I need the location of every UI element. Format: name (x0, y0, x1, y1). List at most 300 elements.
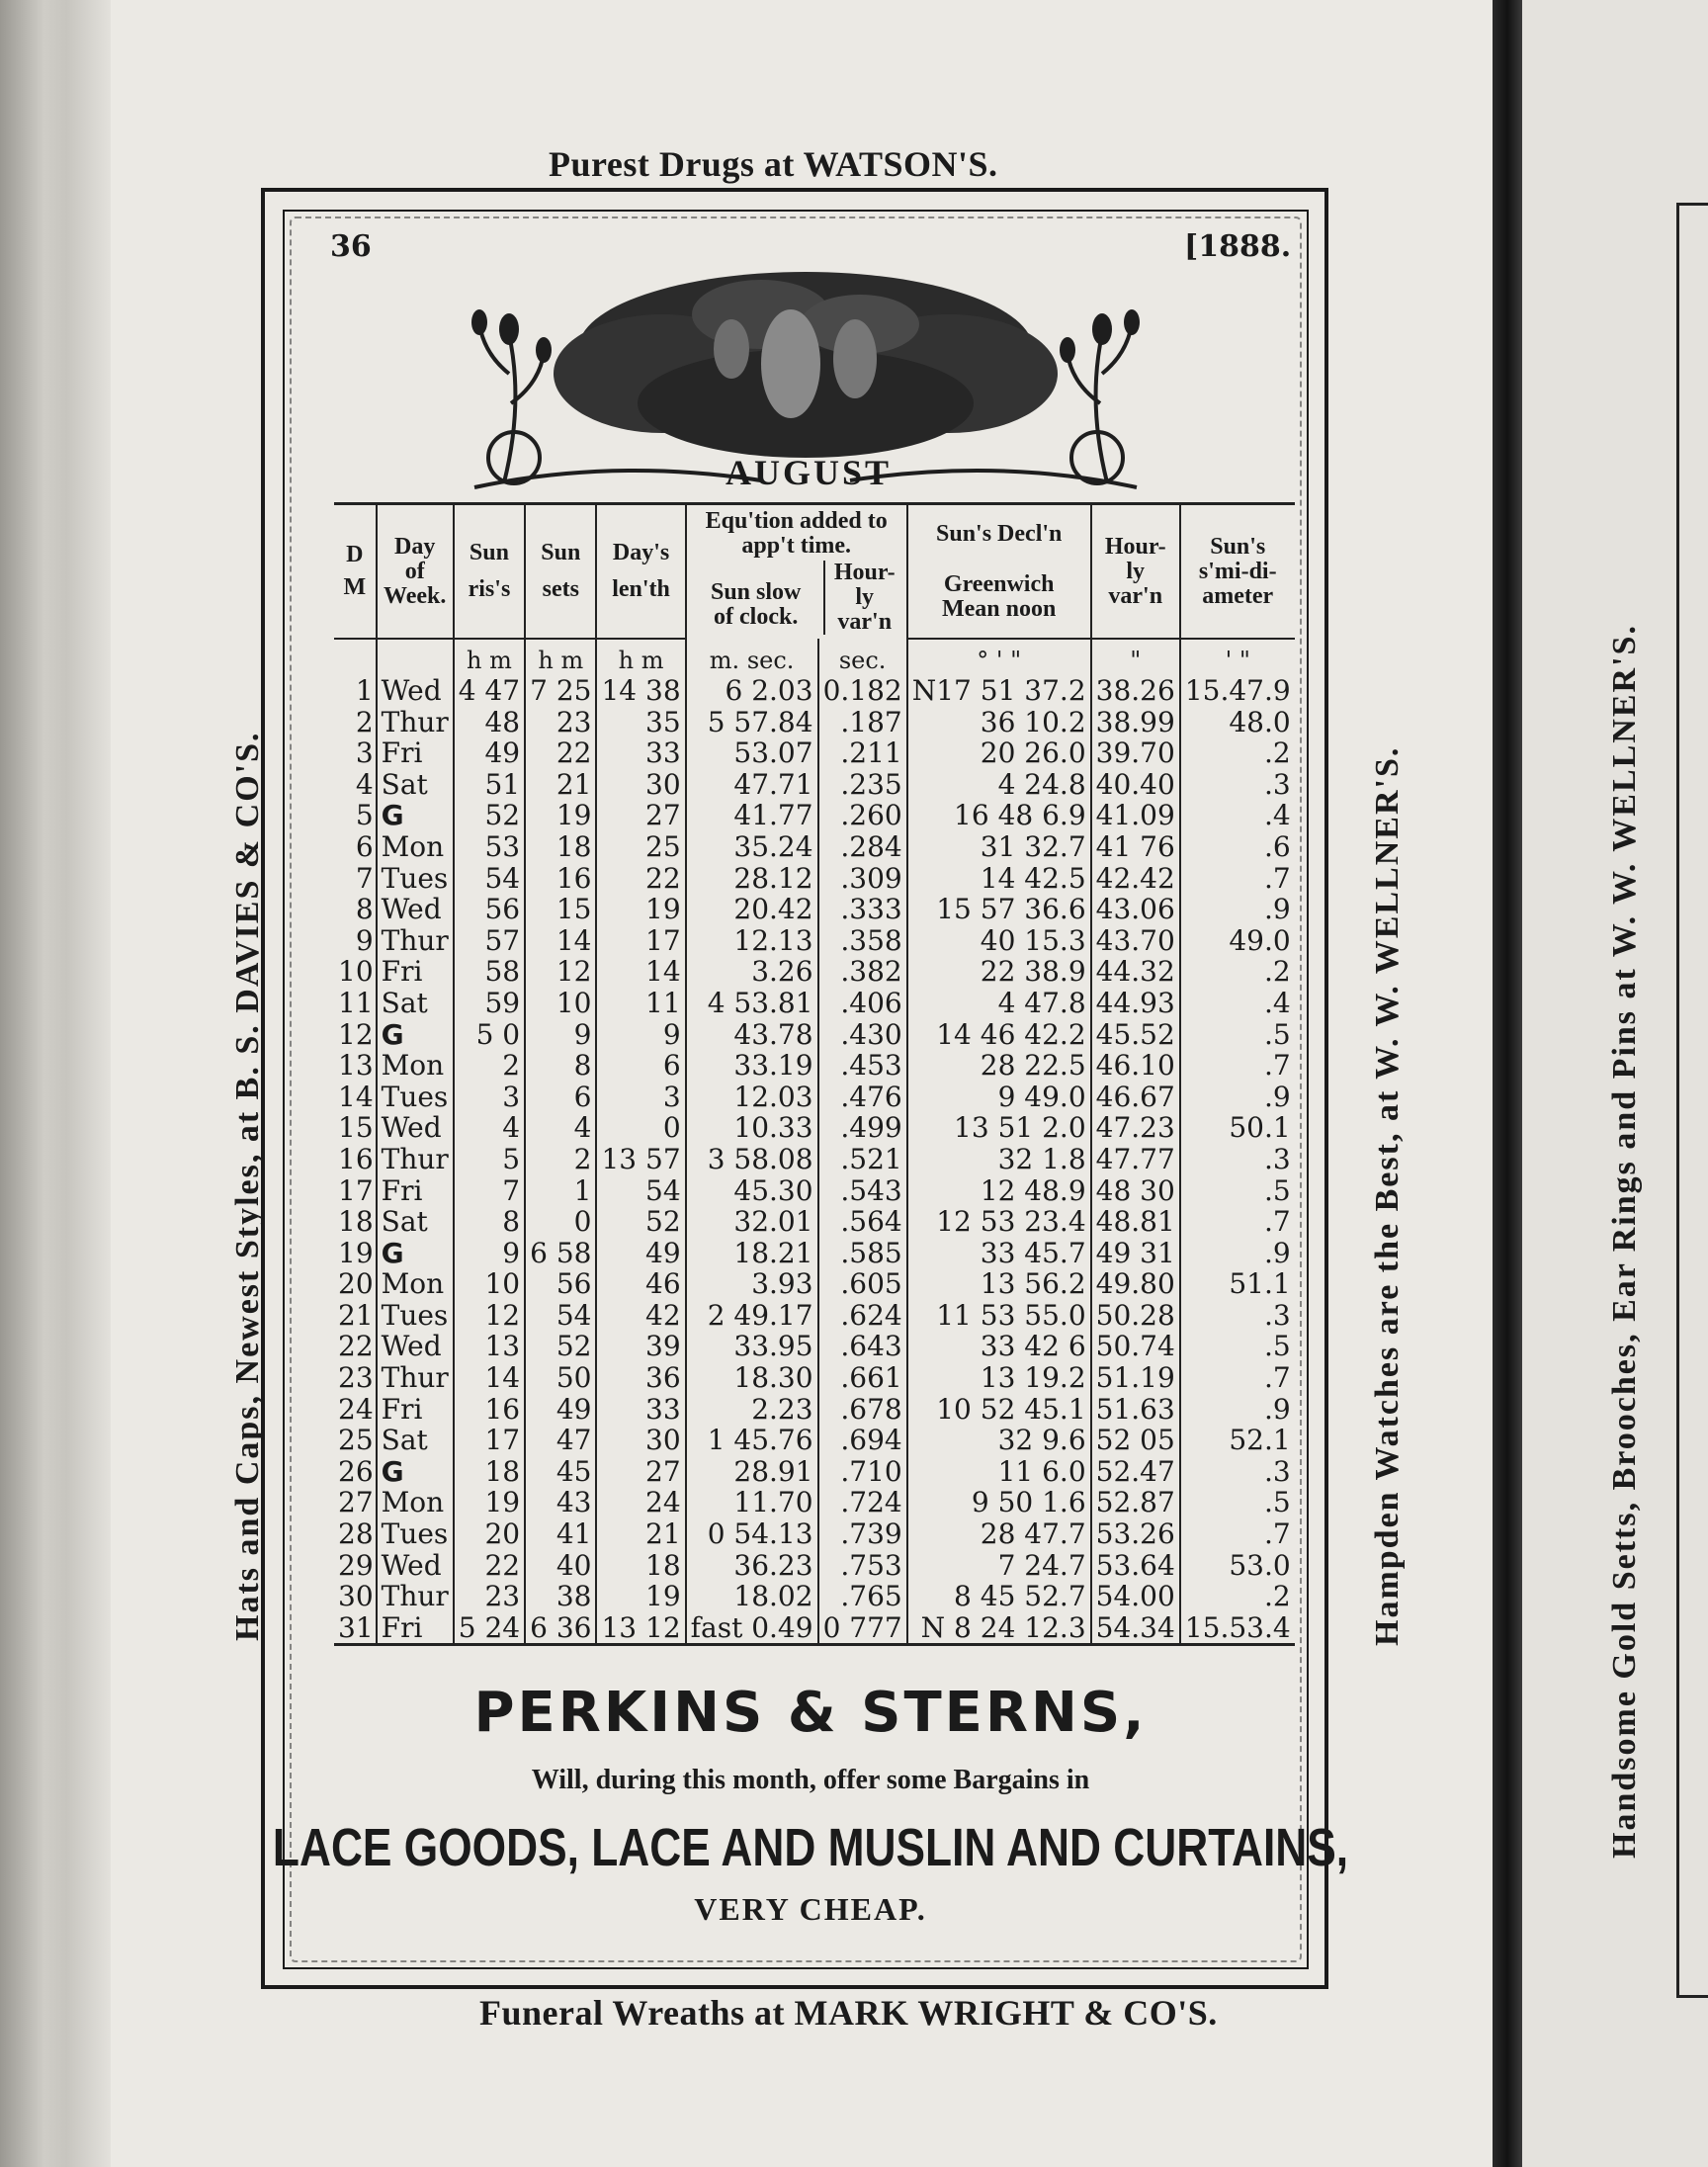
table-cell: .9 (1263, 893, 1291, 926)
table-cell: 0 777 (818, 1612, 907, 1645)
table-cell: 14 42.5 (907, 863, 1091, 895)
table-row (334, 1581, 1295, 1612)
table-cell: 19 (334, 1238, 377, 1269)
table-cell: 50.1 (1229, 1111, 1291, 1145)
table-cell: 8 (454, 1206, 525, 1238)
table-cell: 21 (525, 769, 596, 801)
table-row (334, 1456, 1295, 1488)
table-row (334, 1144, 1295, 1175)
table-cell: 18.02 (686, 1581, 818, 1612)
table-cell: 9 50 1.6 (907, 1487, 1091, 1518)
table-cell: 50.28 (1091, 1300, 1180, 1332)
table-cell: Tues (377, 1300, 454, 1332)
table-cell: 22 (334, 1331, 377, 1362)
table-cell: 52 (454, 800, 525, 831)
table-row (334, 1394, 1295, 1426)
table-cell: 19 (596, 894, 685, 925)
table-cell: 9 (454, 1238, 525, 1269)
table-cell: 33 45.7 (907, 1238, 1091, 1269)
table-cell: 3.26 (686, 956, 818, 988)
table-cell: 1 (334, 675, 377, 707)
next-page-frame (1676, 203, 1708, 1998)
table-cell: 10 (334, 956, 377, 988)
table-cell: 28 22.5 (907, 1050, 1091, 1082)
table-cell: 6 36 (525, 1612, 596, 1645)
table-cell: G (377, 1456, 454, 1488)
table-row (334, 1331, 1295, 1362)
table-cell: Wed (377, 1112, 454, 1144)
table-cell: .753 (818, 1550, 907, 1582)
table-cell: .3 (1263, 767, 1291, 801)
table-cell: .7 (1263, 1361, 1291, 1395)
table-cell: 12.13 (686, 925, 818, 957)
table-header-row (334, 504, 1295, 640)
table-cell: 3 (454, 1082, 525, 1113)
table-cell: 24 (596, 1487, 685, 1518)
table-cell: .624 (818, 1300, 907, 1332)
table-cell: 20.42 (686, 894, 818, 925)
table-cell: 33.95 (686, 1331, 818, 1362)
table-cell: 12.03 (686, 1082, 818, 1113)
bottom-advert-line: Funeral Wreaths at MARK WRIGHT & CO'S. (479, 1993, 1218, 2033)
table-cell: 45.30 (686, 1175, 818, 1207)
table-cell: 19 (596, 1581, 685, 1612)
table-cell: 23 (334, 1362, 377, 1394)
table-cell: .543 (818, 1175, 907, 1207)
table-cell: .6 (1263, 829, 1291, 863)
advert-tagline: Will, during this month, offer some Bargains in (531, 1765, 1090, 1795)
table-cell: 2 (334, 707, 377, 738)
table-cell: 19 (525, 800, 596, 831)
table-cell: 4 53.81 (686, 988, 818, 1019)
table-cell: .4 (1263, 799, 1291, 832)
table-cell: 23 (454, 1581, 525, 1612)
table-cell: 10 (525, 988, 596, 1019)
table-cell: 12 48.9 (907, 1175, 1091, 1207)
table-cell: 33 42 6 (907, 1331, 1091, 1362)
table-cell: .9 (1263, 1080, 1291, 1113)
table-cell: .521 (818, 1144, 907, 1175)
table-cell: 11 6.0 (907, 1456, 1091, 1488)
table-cell: G (377, 800, 454, 831)
table-cell: 13 (454, 1331, 525, 1362)
table-cell: 22 (525, 737, 596, 769)
table-cell: 15 (334, 1112, 377, 1144)
table-cell: 52 (596, 1206, 685, 1238)
table-cell: 28 (334, 1518, 377, 1550)
month-vignette (465, 255, 1147, 497)
table-cell: 38 (525, 1581, 596, 1612)
table-cell: .9 (1263, 1392, 1291, 1426)
table-cell: Wed (377, 894, 454, 925)
table-cell: .7 (1263, 861, 1291, 895)
table-cell: 28.91 (686, 1456, 818, 1488)
table-cell: 54 (596, 1175, 685, 1207)
table-cell: 4 (334, 769, 377, 801)
table-cell: .187 (818, 707, 907, 738)
table-cell: 3 (596, 1082, 685, 1113)
table-cell: 6 (525, 1082, 596, 1113)
table-cell: 0 54.13 (686, 1518, 818, 1550)
table-cell: 54.00 (1091, 1581, 1180, 1612)
unit-cell: sec. (818, 639, 907, 675)
table-row (334, 1268, 1295, 1300)
table-cell: 11 (334, 988, 377, 1019)
advert-goods: LACE GOODS, LACE AND MUSLIN AND CURTAINS, (272, 1818, 1349, 1877)
table-cell: 38.99 (1091, 707, 1180, 738)
table-cell: Sat (377, 988, 454, 1019)
table-cell: 13 51 2.0 (907, 1112, 1091, 1144)
table-cell: .5 (1263, 1173, 1291, 1207)
table-cell: .309 (818, 863, 907, 895)
table-cell: 22 (454, 1550, 525, 1582)
table-row (334, 831, 1295, 863)
table-cell: 18 (454, 1456, 525, 1488)
table-cell: 16 (525, 863, 596, 895)
scan-binding-edge (0, 0, 111, 2167)
table-cell: 38.26 (1091, 675, 1180, 707)
table-cell: 11 (596, 988, 685, 1019)
table-cell: 27 (334, 1487, 377, 1518)
table-cell: 21 (334, 1300, 377, 1332)
col-rise-header: Sun ris's (454, 504, 525, 640)
table-cell: 20 26.0 (907, 737, 1091, 769)
table-row (334, 1300, 1295, 1332)
unit-cell: h m (525, 639, 596, 675)
table-cell: 43.06 (1091, 894, 1180, 925)
table-cell: 4 47.8 (907, 988, 1091, 1019)
table-cell: 48 30 (1091, 1175, 1180, 1207)
table-cell: 28 47.7 (907, 1518, 1091, 1550)
table-cell: 2.23 (686, 1394, 818, 1426)
table-cell: 16 (334, 1144, 377, 1175)
table-cell: .9 (1263, 1236, 1291, 1269)
table-cell: 6 58 (525, 1238, 596, 1269)
advert-price-note: VERY CHEAP. (694, 1891, 927, 1927)
table-cell: 41.09 (1091, 800, 1180, 831)
table-cell: 21 (596, 1518, 685, 1550)
table-cell: 20 (454, 1518, 525, 1550)
table-cell: 9 (334, 925, 377, 957)
table-cell: .678 (818, 1394, 907, 1426)
almanac-table (334, 502, 1295, 1646)
table-cell: 28.12 (686, 863, 818, 895)
table-cell: 18.30 (686, 1362, 818, 1394)
table-cell: 17 (454, 1425, 525, 1456)
table-cell: .605 (818, 1268, 907, 1300)
table-cell: 43.78 (686, 1019, 818, 1051)
table-row (334, 707, 1295, 738)
col-week-header: Day of Week. (377, 504, 454, 640)
table-cell: 36.23 (686, 1550, 818, 1582)
table-cell: Mon (377, 1487, 454, 1518)
table-cell: 51.1 (1229, 1267, 1291, 1301)
table-cell: 10.33 (686, 1112, 818, 1144)
table-row (334, 863, 1295, 895)
table-cell: 30 (596, 1425, 685, 1456)
table-cell: 15.47.9 (1184, 674, 1291, 707)
table-cell: .358 (818, 925, 907, 957)
table-cell: 18 (525, 831, 596, 863)
table-cell: 42 (596, 1300, 685, 1332)
table-row (334, 1175, 1295, 1207)
table-cell: 18 (596, 1550, 685, 1582)
right-side-advert: Hampden Watches are the Best, at W. W. WELLNER'S. (1369, 745, 1406, 1646)
table-cell: Fri (377, 737, 454, 769)
table-row (334, 1550, 1295, 1582)
table-cell: 13 57 (596, 1144, 685, 1175)
table-cell: .765 (818, 1581, 907, 1612)
table-cell: 1 45.76 (686, 1425, 818, 1456)
table-cell: Wed (377, 1331, 454, 1362)
col-equation-header: Equ'tion added to app't time. Sun slow of clock. Hour- ly var'n (686, 504, 907, 640)
table-cell: 1 (525, 1175, 596, 1207)
table-cell: 32 1.8 (907, 1144, 1091, 1175)
table-cell: 11.70 (686, 1487, 818, 1518)
table-cell: .3 (1263, 1298, 1291, 1332)
table-cell: 15 57 36.6 (907, 894, 1091, 925)
table-cell: Mon (377, 831, 454, 863)
table-cell: 22 (596, 863, 685, 895)
table-cell: 54 (525, 1300, 596, 1332)
table-cell: 4 24.8 (907, 769, 1091, 801)
table-cell: N 8 24 12.3 (907, 1612, 1091, 1645)
table-cell: 10 (454, 1268, 525, 1300)
table-cell: .5 (1263, 1486, 1291, 1519)
table-cell: 16 48 6.9 (907, 800, 1091, 831)
table-cell: 6 (596, 1050, 685, 1082)
table-cell: .2 (1263, 737, 1291, 770)
table-cell: .5 (1263, 1017, 1291, 1051)
table-cell: G (377, 1238, 454, 1269)
table-cell: 9 (525, 1019, 596, 1051)
table-cell: .284 (818, 831, 907, 863)
table-cell: 44.93 (1091, 988, 1180, 1019)
table-cell: .694 (818, 1425, 907, 1456)
table-cell: 53.0 (1229, 1548, 1291, 1582)
table-cell: 41 76 (1091, 831, 1180, 863)
table-cell: 14 46 42.2 (907, 1019, 1091, 1051)
table-cell: 43.70 (1091, 925, 1180, 957)
table-cell: 47.71 (686, 769, 818, 801)
table-cell: 26 (334, 1456, 377, 1488)
table-cell: 0.182 (818, 675, 907, 707)
table-cell: Thur (377, 707, 454, 738)
table-cell: 33 (596, 737, 685, 769)
table-cell: 0 (525, 1206, 596, 1238)
table-row (334, 1612, 1295, 1645)
table-cell: 59 (454, 988, 525, 1019)
table-cell: 52 (525, 1331, 596, 1362)
table-cell: 49 31 (1091, 1238, 1180, 1269)
table-cell: .476 (818, 1082, 907, 1113)
table-cell: 48.81 (1091, 1206, 1180, 1238)
table-cell: 36 (596, 1362, 685, 1394)
table-cell: Sat (377, 769, 454, 801)
table-row (334, 1238, 1295, 1269)
table-cell: 14 (596, 956, 685, 988)
table-cell: 2 49.17 (686, 1300, 818, 1332)
table-cell: .724 (818, 1487, 907, 1518)
table-cell: 52.1 (1229, 1424, 1291, 1457)
table-cell: 33 (596, 1394, 685, 1426)
table-cell: Fri (377, 956, 454, 988)
table-cell: 33.19 (686, 1050, 818, 1082)
table-cell: 23 (525, 707, 596, 738)
table-cell: Fri (377, 1175, 454, 1207)
table-cell: 10 52 45.1 (907, 1394, 1091, 1426)
table-cell: Sat (377, 1206, 454, 1238)
table-cell: .406 (818, 988, 907, 1019)
table-cell: .564 (818, 1206, 907, 1238)
table-cell: 49 (525, 1394, 596, 1426)
table-cell: .2 (1263, 955, 1291, 989)
table-cell: 39 (596, 1331, 685, 1362)
table-cell: 47.23 (1091, 1112, 1180, 1144)
table-cell: .643 (818, 1331, 907, 1362)
table-cell: 41.77 (686, 800, 818, 831)
table-cell: 29 (334, 1550, 377, 1582)
table-cell: 35.24 (686, 831, 818, 863)
table-cell: 49.0 (1229, 923, 1291, 957)
table-cell: 25 (334, 1425, 377, 1456)
table-cell: 30 (334, 1581, 377, 1612)
table-row (334, 1362, 1295, 1394)
table-cell: 3.93 (686, 1268, 818, 1300)
table-cell: 54 (454, 863, 525, 895)
table-cell: Mon (377, 1050, 454, 1082)
table-cell: 47 (525, 1425, 596, 1456)
table-row (334, 1112, 1295, 1144)
table-cell: 7 (454, 1175, 525, 1207)
table-cell: 45.52 (1091, 1019, 1180, 1051)
table-row (334, 800, 1295, 831)
table-cell: 8 (525, 1050, 596, 1082)
col-semi-header: Sun's s'mi-di- ameter (1180, 504, 1295, 640)
table-cell: .453 (818, 1050, 907, 1082)
table-cell: Wed (377, 675, 454, 707)
table-cell: 42.42 (1091, 863, 1180, 895)
unit-cell: h m (454, 639, 525, 675)
table-cell: 9 (596, 1019, 685, 1051)
table-cell: 7 (334, 863, 377, 895)
table-cell: .739 (818, 1518, 907, 1550)
table-cell: Thur (377, 1362, 454, 1394)
table-cell: .3 (1263, 1142, 1291, 1175)
table-cell: 41 (525, 1518, 596, 1550)
table-cell: 19 (454, 1487, 525, 1518)
table-cell: 50 (525, 1362, 596, 1394)
table-cell: Sat (377, 1425, 454, 1456)
table-cell: 53.26 (1091, 1518, 1180, 1550)
table-cell: 6 2.03 (686, 675, 818, 707)
table-cell: 52.87 (1091, 1487, 1180, 1518)
table-cell: 2 (454, 1050, 525, 1082)
table-cell: 46.67 (1091, 1082, 1180, 1113)
table-cell: 49.80 (1091, 1268, 1180, 1300)
table-row (334, 925, 1295, 957)
table-cell: .3 (1263, 1454, 1291, 1488)
table-cell: 53 (454, 831, 525, 863)
table-cell: 0 (596, 1112, 685, 1144)
col-len-header: Day's len'th (596, 504, 685, 640)
table-cell: 7 24.7 (907, 1550, 1091, 1582)
cloud-illustration (554, 272, 1058, 458)
table-cell: Thur (377, 925, 454, 957)
table-row (334, 956, 1295, 988)
table-cell: 14 (525, 925, 596, 957)
table-cell: 5 57.84 (686, 707, 818, 738)
table-row (334, 894, 1295, 925)
table-cell: .710 (818, 1456, 907, 1488)
table-cell: 57 (454, 925, 525, 957)
table-cell: Wed (377, 1550, 454, 1582)
units-row (334, 639, 1295, 675)
top-advert-line: Purest Drugs at WATSON'S. (549, 144, 998, 184)
table-cell: .585 (818, 1238, 907, 1269)
table-cell: 49 (596, 1238, 685, 1269)
table-cell: .7 (1263, 1517, 1291, 1551)
table-cell: 12 (525, 956, 596, 988)
table-cell: 13 (334, 1050, 377, 1082)
page-number: 36 (330, 229, 372, 264)
table-cell: 51.19 (1091, 1362, 1180, 1394)
table-cell: 14 (454, 1362, 525, 1394)
table-cell: 56 (525, 1268, 596, 1300)
table-cell: Thur (377, 1581, 454, 1612)
table-cell: 16 (454, 1394, 525, 1426)
table-cell: 22 38.9 (907, 956, 1091, 988)
table-cell: .235 (818, 769, 907, 801)
table-row (334, 1050, 1295, 1082)
table-cell: 3 58.08 (686, 1144, 818, 1175)
table-cell: .499 (818, 1112, 907, 1144)
table-cell: 4 (454, 1112, 525, 1144)
table-cell: 32 9.6 (907, 1425, 1091, 1456)
table-cell: 12 (334, 1019, 377, 1051)
unit-cell: h m (596, 639, 685, 675)
table-cell: 5 (334, 800, 377, 831)
table-cell: Tues (377, 1518, 454, 1550)
table-cell: Mon (377, 1268, 454, 1300)
table-cell: 52 05 (1091, 1425, 1180, 1456)
table-cell: 44.32 (1091, 956, 1180, 988)
unit-cell: m. sec. (686, 639, 818, 675)
table-cell: 9 49.0 (907, 1082, 1091, 1113)
table-cell: .382 (818, 956, 907, 988)
table-cell: 32.01 (686, 1206, 818, 1238)
table-cell: 30 (596, 769, 685, 801)
table-cell: 35 (596, 707, 685, 738)
table-cell: 5 (454, 1144, 525, 1175)
table-cell: 40 (525, 1550, 596, 1582)
advert-store-name: PERKINS & STERNS, (473, 1681, 1148, 1745)
table-cell: 46.10 (1091, 1050, 1180, 1082)
table-cell: 27 (596, 1456, 685, 1488)
table-row (334, 1082, 1295, 1113)
table-cell: .4 (1263, 986, 1291, 1019)
table-cell: .7 (1263, 1049, 1291, 1083)
almanac-body (334, 639, 1295, 1645)
table-cell: 56 (454, 894, 525, 925)
table-cell: 52.47 (1091, 1456, 1180, 1488)
table-cell: .7 (1263, 1205, 1291, 1239)
table-cell: 51 (454, 769, 525, 801)
table-row (334, 1206, 1295, 1238)
table-cell: 50.74 (1091, 1331, 1180, 1362)
table-cell: 58 (454, 956, 525, 988)
table-cell: 46 (596, 1268, 685, 1300)
